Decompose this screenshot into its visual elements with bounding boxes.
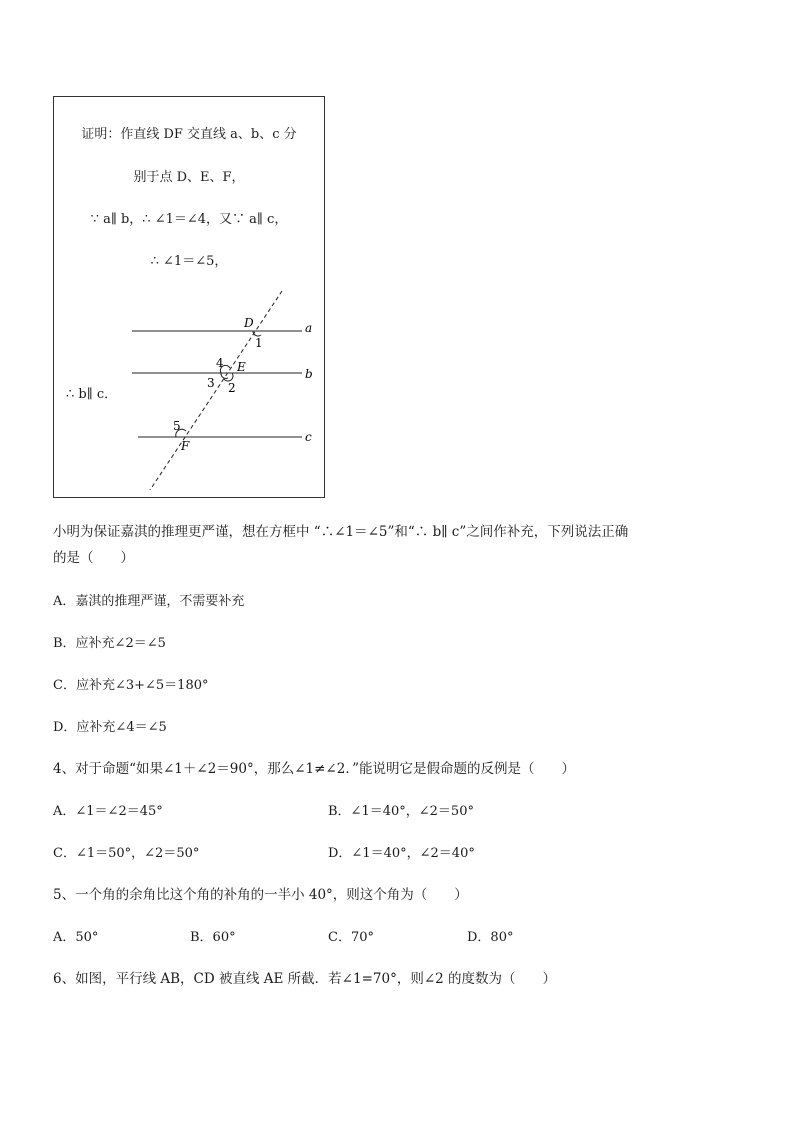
parallel-lines-figure [54,97,326,499]
q4-option-c[interactable]: C．∠1＝50°，∠2＝50° [53,846,200,861]
label-d: D [244,316,254,330]
proof-line-2: 别于点 D、E、F， [133,170,245,185]
q4-option-d[interactable]: D．∠1＝40°，∠2＝40° [328,846,475,861]
label-4: 4 [216,356,224,370]
q5-option-a[interactable]: A．50° [53,930,99,945]
transversal-df [150,291,282,490]
angle-2-arc [224,373,233,381]
label-b: b [305,367,313,381]
q5-stem: 5、一个角的余角比这个角的补角的一半小 40°，则这个角为（ ） [53,887,468,903]
q3-option-c[interactable]: C．应补充∠3+∠5＝180° [53,678,209,693]
q4-option-a[interactable]: A．∠1＝∠2＝45° [53,804,163,819]
label-1: 1 [255,336,263,350]
label-f: F [181,439,190,453]
q6-stem: 6、如图，平行线 AB，CD 被直线 AE 所截．若∠1=70°，则∠2 的度数为（ ） [53,971,557,987]
label-5: 5 [173,419,181,433]
label-c: c [305,430,312,444]
proof-line-4: ∴ ∠1＝∠5， [150,254,228,269]
q3-stem-line-1: 小明为保证嘉淇的推理更严谨，想在方框中 “∴∠1＝∠5”和“∴ b∥ c”之间作补充，下列说法正确 [53,524,629,540]
q4-stem: 4、对于命题“如果∠1＋∠2＝90°，那么∠1≠∠2．”能说明它是假命题的反例是（ ） [53,761,575,777]
q3-stem-line-2: 的是（ ） [53,550,134,566]
label-2: 2 [228,381,236,395]
label-e: E [237,360,246,374]
proof-conclusion: ∴ b∥ c． [66,387,118,402]
q3-option-d[interactable]: D．应补充∠4＝∠5 [53,720,167,735]
q5-option-c[interactable]: C．70° [328,930,374,945]
q3-option-a[interactable]: A．嘉淇的推理严谨，不需要补充 [53,594,245,609]
q4-option-b[interactable]: B．∠1＝40°，∠2＝50° [328,804,474,819]
proof-line-3: ∵ a∥ b，∴ ∠1＝∠4，又∵ a∥ c， [90,212,288,227]
q5-option-d[interactable]: D．80° [467,930,514,945]
proof-line-1: 证明：作直线 DF 交直线 a、b、c 分 [81,127,297,142]
q5-option-b[interactable]: B．60° [190,930,236,945]
q3-option-b[interactable]: B．应补充∠2＝∠5 [53,636,166,651]
proof-box [53,96,325,498]
label-3: 3 [207,376,215,390]
label-a: a [305,321,313,335]
